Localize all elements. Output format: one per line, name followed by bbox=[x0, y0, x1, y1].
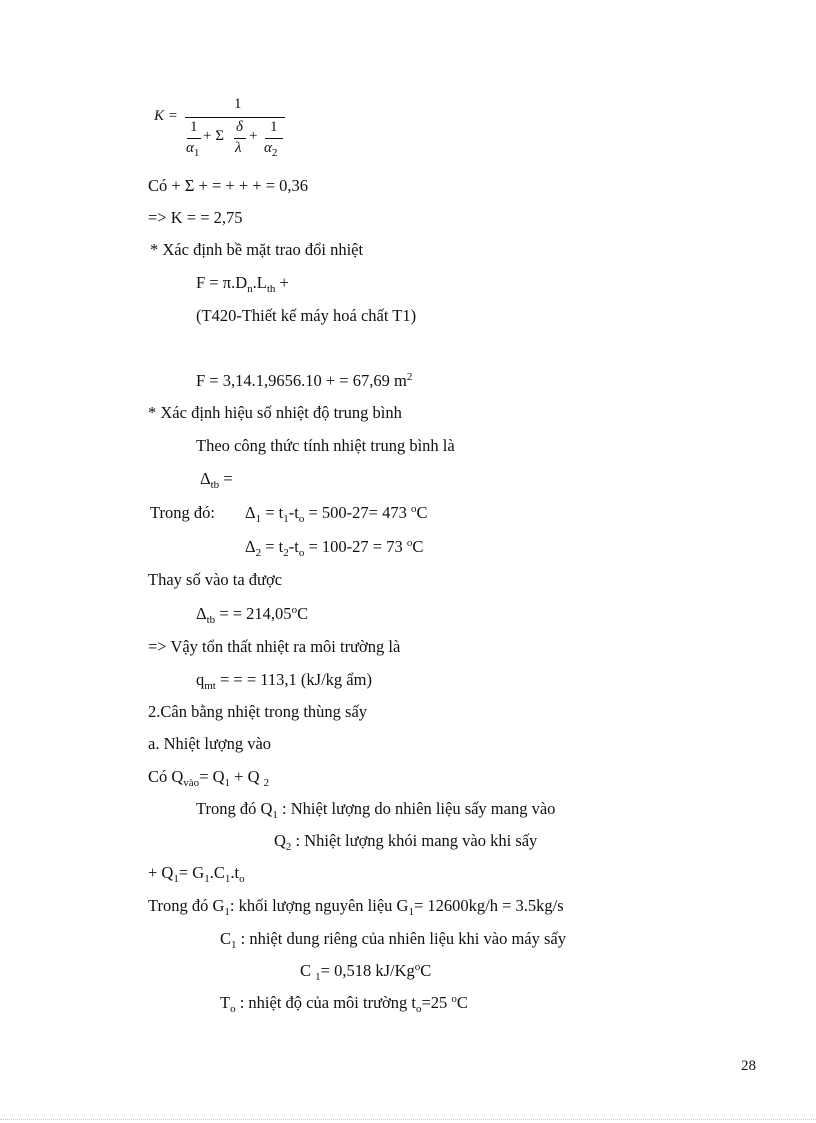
c1-def-line: $C_1$ : nhiệt dung riêng của nhiên liệu khi vào máy sấy bbox=[220, 929, 566, 951]
q-in-line: Có $Q_{vào}= Q_1 + Q$ $_2$ bbox=[148, 767, 270, 789]
delta2-line: $\Delta_2 = t_2-t_o = 100-27 = 73$ $^o$C bbox=[245, 537, 424, 559]
page-bottom-divider bbox=[0, 1119, 816, 1120]
formula-alpha2: $\alpha_2$ bbox=[264, 140, 278, 159]
delta1-line: $\Delta_1 = t_1-t_o = 500-27= 473$ $^o$C bbox=[245, 503, 428, 525]
f-value-line: F = 3,14.1,9656.10 + = 67,69 $m^2$ bbox=[196, 371, 413, 390]
to-def-line: $T_o$ : nhiệt độ của môi trường $t_o=25$ $^o$C bbox=[220, 993, 468, 1015]
formula-bar-b bbox=[234, 138, 246, 139]
formula-numerator: 1 bbox=[234, 96, 242, 112]
co-line: Có + Σ + = + + + = 0,36 bbox=[148, 176, 308, 195]
g1-def-line: Trong đó $G_1$: khối lượng nguyên liệu $G_1= 12600kg/h = 3.5kg/s$ bbox=[148, 896, 564, 918]
surface-heading: * Xác định bề mặt trao đổi nhiệt bbox=[150, 240, 364, 259]
page-number: 28 bbox=[741, 1058, 756, 1074]
balance-heading: 2.Cân bằng nhiệt trong thùng sấy bbox=[148, 702, 368, 721]
delta1-label: Trong đó: bbox=[150, 503, 215, 522]
q2-def-line: $Q_2$ : Nhiệt lượng khói mang vào khi sấy bbox=[274, 831, 538, 853]
formula-delta: δ bbox=[236, 119, 243, 135]
heat-in-heading: a. Nhiệt lượng vào bbox=[148, 734, 272, 753]
q1-formula-line: + $Q_1= G_1.C_1.t_o$ bbox=[148, 863, 245, 885]
k-result-line: => K = = 2,75 bbox=[148, 208, 243, 227]
c1-value-line: C $_1$= 0,518 kJ/Kg$^o$C bbox=[300, 961, 432, 983]
reference-line: (T420-Thiết kế máy hoá chất T1) bbox=[196, 306, 417, 325]
formula-bar-a bbox=[187, 138, 201, 139]
formula-one-b: 1 bbox=[270, 119, 278, 135]
mean-heading: * Xác định hiệu số nhiệt độ trung bình bbox=[148, 403, 402, 422]
formula-plus-sigma: + Σ bbox=[203, 128, 224, 144]
formula-one-a: 1 bbox=[190, 119, 198, 135]
q1-def-line: Trong đó $Q_1$ : Nhiệt lượng do nhiên liệu sấy mang vào bbox=[196, 799, 556, 821]
formula-lambda: λ bbox=[235, 140, 242, 156]
formula-bar-c bbox=[265, 138, 283, 139]
mean-formula-text: Theo công thức tính nhiệt trung bình là bbox=[196, 436, 455, 455]
formula-main-bar bbox=[185, 117, 285, 118]
k-formula bbox=[152, 92, 302, 162]
delta-tb-value-line: $\Delta_{tb}$ = = $214,05^oC$ bbox=[196, 604, 309, 626]
q-mt-line: $q_{mt}$ = = = 113,1 (kJ/kg ẩm) bbox=[196, 670, 372, 692]
loss-heading: => Vậy tổn thất nhiệt ra môi trường là bbox=[148, 637, 401, 656]
formula-plus: + bbox=[249, 128, 258, 144]
formula-alpha1: $\alpha_1$ bbox=[186, 140, 200, 159]
f-formula-line: $F = \pi.D_n.L_{th}$ + bbox=[196, 273, 289, 295]
formula-lhs: K = bbox=[154, 108, 178, 124]
delta-tb-line: $\Delta_{tb}$ = bbox=[200, 469, 233, 491]
substitute-line: Thay số vào ta được bbox=[148, 570, 283, 589]
